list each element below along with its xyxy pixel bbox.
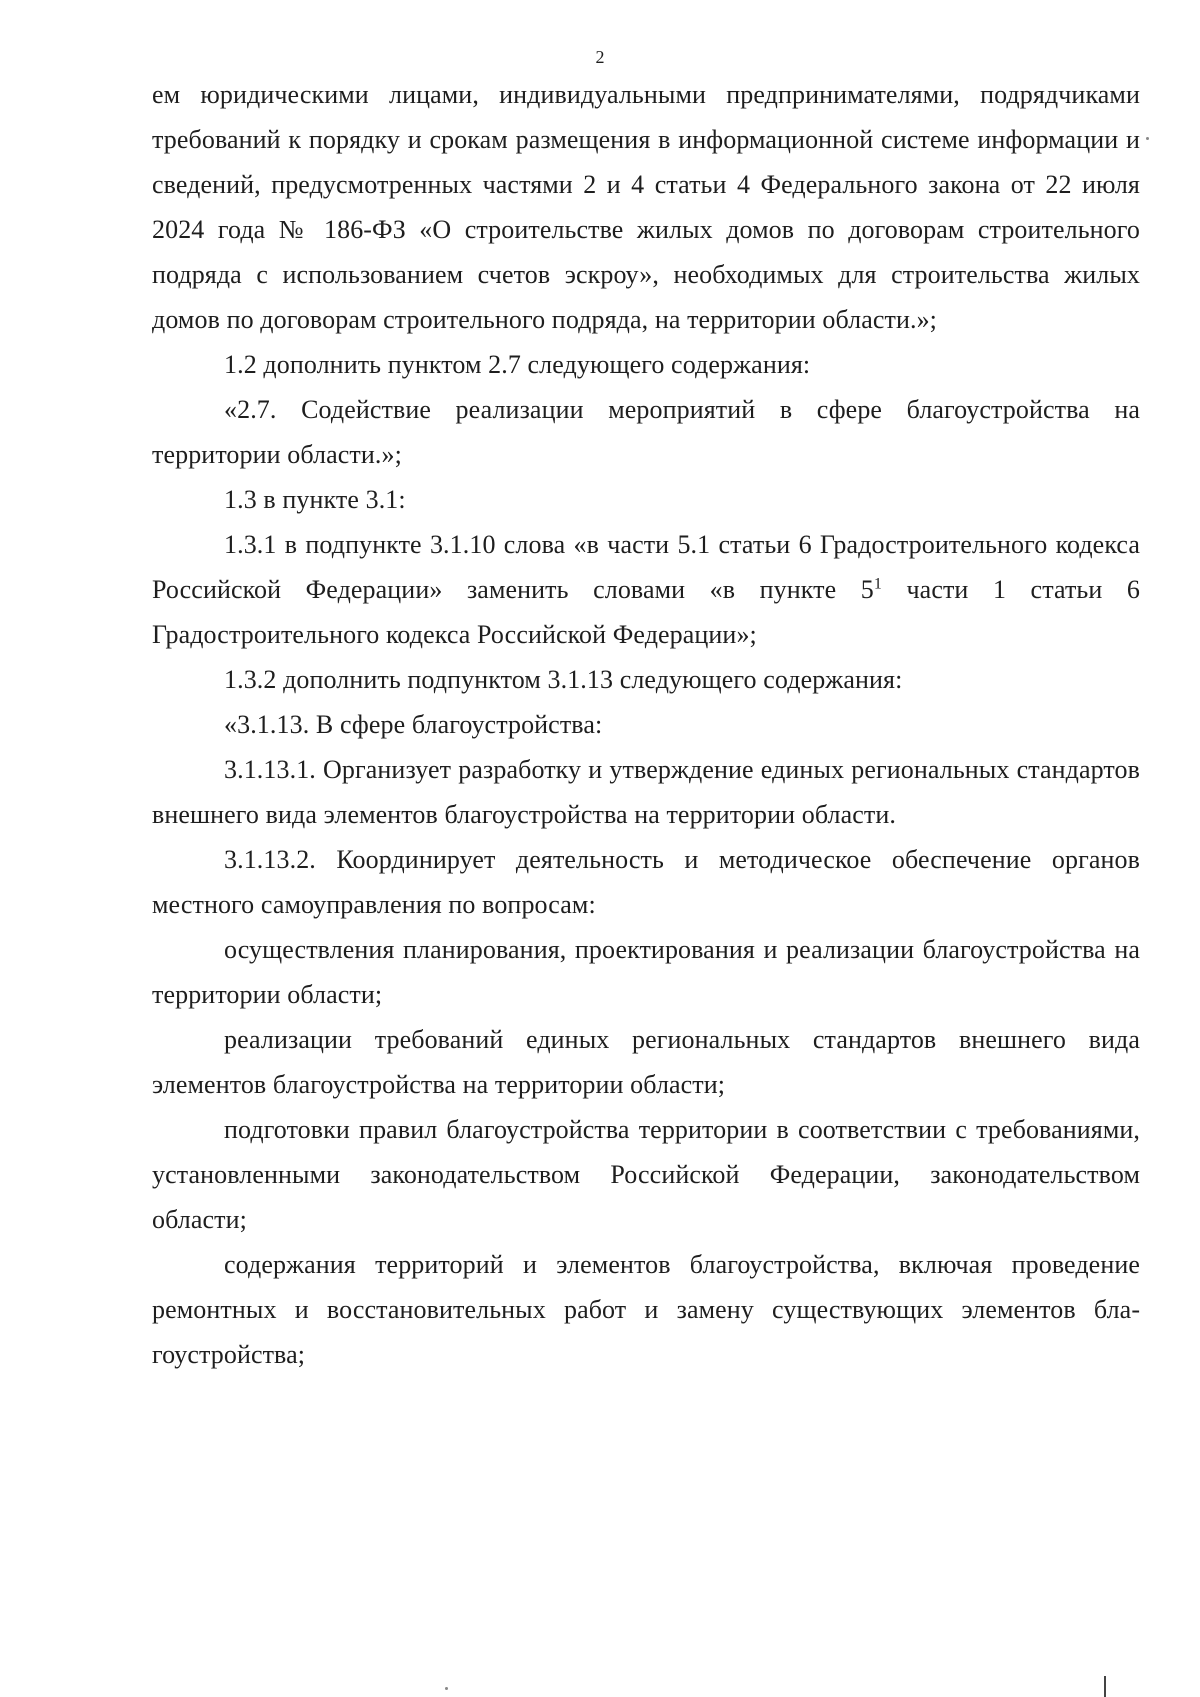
superscript-one: 1 — [873, 575, 882, 593]
paragraph-3-1-13-1: 3.1.13.1. Организует разработку и утверждение единых региональных стандартов внешнего вида элементов благоустройства на территории области. — [152, 755, 1140, 829]
paragraph-3-1-13: «3.1.13. В сфере благоустройства: — [224, 710, 603, 739]
paragraph-3-1-13-2: 3.1.13.2. Координирует деятельность и методическое обеспечение органов местного самоуправления по вопросам: — [152, 845, 1140, 919]
scan-mark — [1104, 1676, 1106, 1697]
list-item-planning: осуществления планирования, проектирования и реализации благоустройства на территории области; — [152, 935, 1140, 1009]
list-item-rules: подготовки правил благоустройства территории в соответствии с требованиями, установленными законодательством Российской Федерации, законодательством области; — [152, 1115, 1140, 1234]
scan-mark — [1146, 137, 1149, 140]
paragraph-1-3: 1.3 в пункте 3.1: — [224, 485, 406, 514]
document-body — [152, 72, 1140, 1377]
paragraph-1-3-1-text-a: 1.3.1 в подпункте 3.1.10 слова «в части 5.1 статьи 6 Градостроительного кодекса Российской Федерации» заменить словами «в пункте 5 — [152, 530, 1140, 604]
list-item-maintenance: содержания территорий и элементов благоустройства, включая проведение ремонтных и восстановительных работ и замену существующих элементов благоустройства; — [152, 1250, 1140, 1369]
list-item-standards: реализации требований единых региональных стандартов внешнего вида элементов благоустройства на территории области; — [152, 1025, 1140, 1099]
paragraph-1-2: 1.2 дополнить пунктом 2.7 следующего содержания: — [224, 350, 811, 379]
scan-mark — [445, 1687, 448, 1690]
page-number: 2 — [595, 47, 605, 67]
paragraph-1-3-1-text-b: части 1 статьи 6 Градостроительного кодекса Российской Федерации»; — [152, 575, 1140, 649]
paragraph-continuation: ем юридическими лицами, индивидуальными предпринимателями, подрядчиками требований к порядку и срокам размещения в информационной системе информации и сведений, предусмотренных частями 2 и 4 статьи 4 Федерального закона от 22 июля 2024 года № 186-ФЗ «О строительстве жилых домов по договорам строительного подряда с использованием счетов эскроу», необходимых для строительства жилых домов по договорам строительного подряда, на территории области.»; — [152, 80, 1140, 334]
paragraph-2-7: «2.7. Содействие реализации мероприятий в сфере благоустройства на территории области.»; — [152, 395, 1140, 469]
paragraph-1-3-2: 1.3.2 дополнить подпунктом 3.1.13 следующего содержания: — [224, 665, 903, 694]
paragraph-1-3-1 — [152, 522, 1140, 657]
